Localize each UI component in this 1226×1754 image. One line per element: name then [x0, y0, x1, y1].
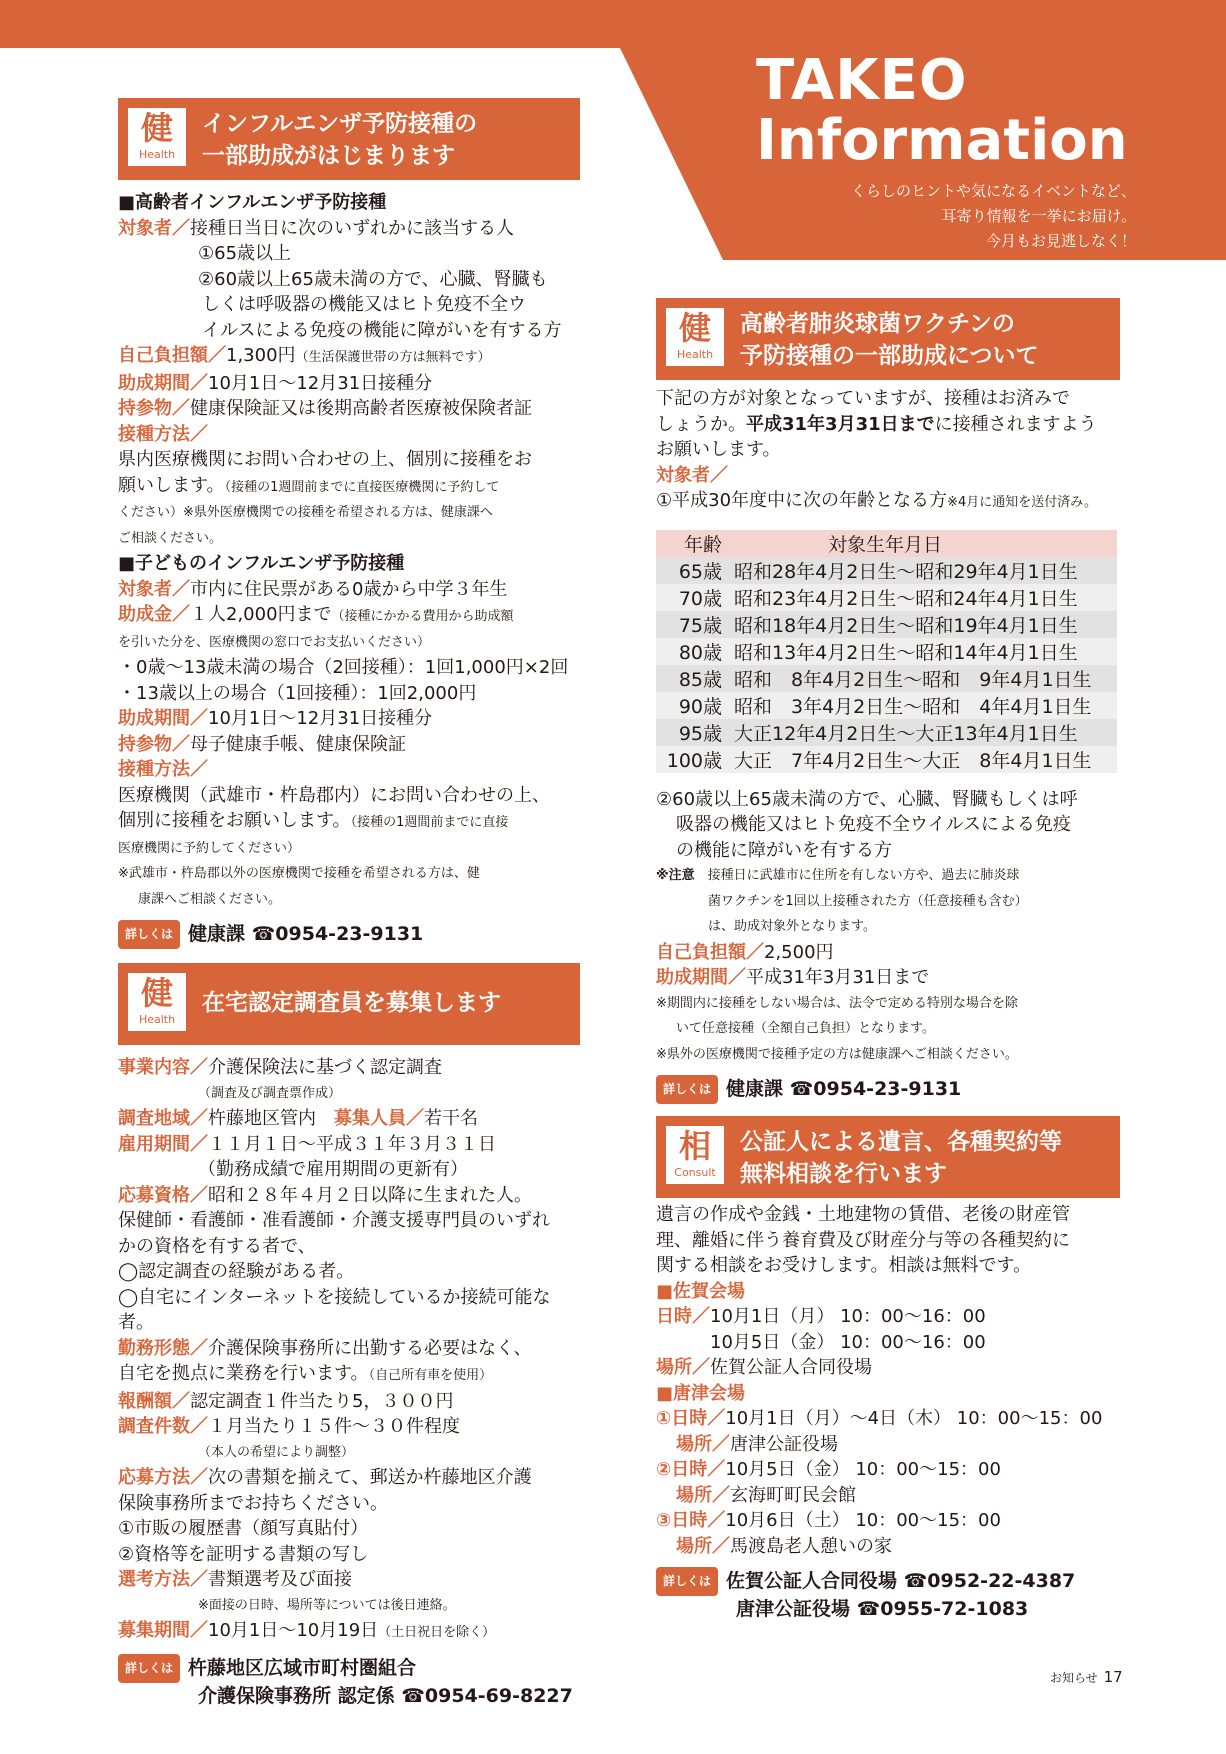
elderly-method-note: ご相談ください。	[118, 530, 223, 546]
pneumococcal-intro: 下記の方が対象となっていますが、接種はお済みで	[656, 388, 1070, 409]
job-area: 調査地域／杵藤地区管内 募集人員／若干名	[118, 1108, 478, 1129]
investigator-contact: 詳しくは 杵藤地区広域市町村圏組合 介護保険事務所 認定係 ☎0954-69-8227	[118, 1654, 580, 1710]
child-bring: 持参物／母子健康手帳、健康保険証	[118, 733, 406, 755]
elderly-option-2-cont: しくは呼吸器の機能又はヒト免疫不全ウ	[202, 294, 526, 315]
job-apply-text: 保険事務所までお持ちください。	[118, 1492, 388, 1514]
banner-tagline-3: 今月もお見逃しなく！	[985, 232, 1136, 250]
pneumococcal-note: ※期間内に接種をしない場合は、法令で定める特別な場合を除	[656, 995, 1018, 1011]
table-row: 90歳 昭和 3年4月2日生～昭和 4年4月1日生	[656, 692, 1117, 719]
elderly-method-text: 県内医療機関にお問い合わせの上、個別に接種をお	[118, 449, 532, 470]
pneumococcal-option-2-line: の機能に障がいを有する方	[676, 839, 892, 861]
karatsu-date-3: ③日時／10月6日（土） 10：00～15：00	[656, 1510, 1001, 1531]
child-target: 対象者／市内に住民票がある0歳から中学３年生	[118, 578, 508, 600]
karatsu-date-2: ②日時／10月5日（金） 10：00～15：00	[656, 1459, 1001, 1480]
job-term-note: （勤務成績で雇用期間の更新有）	[198, 1159, 468, 1180]
child-bullet-2: ・13歳以上の場合（1回接種）：1回2,000円	[118, 682, 477, 704]
child-heading: ■子どものインフルエンザ予防接種	[118, 553, 405, 574]
banner-tagline-1: くらしのヒントや気になるイベントなど、	[850, 182, 1136, 200]
caution-note: は、助成対象外となります。	[708, 919, 876, 934]
job-apply: 応募方法／次の書類を揃えて、郵送か杵藤地区介護	[118, 1467, 532, 1488]
influenza-title: インフルエンザ予防接種の 一部助成がはじまります	[202, 111, 478, 169]
job-qualification-text: かの資格を有する者で、	[118, 1235, 316, 1257]
investigator-header	[118, 963, 580, 1045]
job-qualification-text: 保健師・看護師・准看護師・介護支援専門員のいずれ	[118, 1210, 550, 1231]
page-footer: お知らせ 17	[1050, 1668, 1123, 1686]
job-qualification-text: ◯自宅にインターネットを接続しているか接続可能な者。	[118, 1286, 551, 1333]
notary-intro: 遺言の作成や金銭・土地建物の賃借、老後の財産管	[656, 1204, 1070, 1225]
elderly-method-text: 願いします。（接種の1週間前までに直接医療機関に予約して	[118, 474, 500, 496]
pneumococcal-option-1: ①平成30年度中に次の年齢となる方※4月に通知を送付済み。	[656, 490, 1097, 511]
banner-title-takeo: TAKEO	[756, 48, 968, 113]
notary-title: 公証人による遺言、各種契約等 無料相談を行います	[740, 1129, 1062, 1187]
table-row: 65歳 昭和28年4月2日生～昭和29年4月1日生	[656, 557, 1117, 584]
saga-date: 日時／10月1日（月） 10：00～16：00	[656, 1306, 986, 1327]
health-icon: 健 Health	[666, 308, 724, 366]
notary-intro: 理、離婚に伴う養育費及び財産分与等の各種契約に	[656, 1229, 1070, 1251]
pneumococcal-cost: 自己負担額／2,500円	[656, 941, 834, 963]
child-bullet-1: ・0歳～13歳未満の場合（2回接種）：1回1,000円×2回	[118, 657, 569, 678]
job-content-note: （調査及び調査票作成）	[198, 1085, 342, 1101]
karatsu-date-1: ①日時／10月1日（月）～4日（木） 10：00～15：00	[656, 1408, 1103, 1429]
pneumococcal-option-2-line: ②60歳以上65歳未満の方で、心臓、腎臓もしくは呼	[656, 788, 1078, 810]
job-qualification-text: ◯認定調査の経験がある者。	[118, 1261, 355, 1282]
karatsu-place-1: 場所／唐津公証役場	[676, 1433, 838, 1455]
influenza-contact: 詳しくは 健康課 ☎0954-23-9131	[118, 920, 580, 949]
child-method-text: 医療機関（武雄市・杵島郡内）にお問い合わせの上、	[118, 784, 550, 806]
notary-body	[656, 1202, 1120, 1623]
pneumococcal-body	[656, 386, 1120, 1104]
elderly-method-note: ください）※県外医療機関での接種を希望される方は、健康課へ	[118, 505, 493, 520]
job-recruit-period: 募集期間／10月1日～10月19日（土日祝日を除く）	[118, 1620, 496, 1641]
job-count-note: （本人の希望により調整）	[198, 1444, 355, 1460]
job-selection: 選考方法／書類選考及び面接	[118, 1569, 352, 1590]
details-tag: 詳しくは	[118, 1654, 180, 1683]
job-qualification: 応募資格／昭和２８年４月２日以降に生まれた人。	[118, 1184, 532, 1206]
job-selection-note: ※面接の日時、場所等については後日連絡。	[198, 1597, 456, 1613]
elderly-option-1: ①65歳以上	[198, 243, 292, 264]
job-term: 雇用期間／１１月１日～平成３１年３月３１日	[118, 1133, 496, 1155]
job-apply-text: ①市販の履歴書（顔写真貼付）	[118, 1518, 369, 1539]
table-row: 95歳 大正12年4月2日生～大正13年4月1日生	[656, 719, 1117, 746]
details-tag: 詳しくは	[656, 1567, 718, 1596]
health-icon: 健 Health	[128, 108, 186, 166]
table-row: 85歳 昭和 8年4月2日生～昭和 9年4月1日生	[656, 665, 1117, 692]
elderly-period: 助成期間／10月1日～12月31日接種分	[118, 372, 433, 394]
karatsu-place-2: 場所／玄海町町民会館	[676, 1484, 856, 1506]
karatsu-place-3: 場所／馬渡島老人憩いの家	[676, 1535, 892, 1557]
job-work-style: 勤務形態／介護保険事務所に出勤する必要はなく、	[118, 1337, 532, 1359]
page-number: 17	[1103, 1668, 1123, 1686]
elderly-option-2-cont: イルスによる免疫の機能に障がいを有する方	[202, 319, 562, 341]
table-row: 70歳 昭和23年4月2日生～昭和24年4月1日生	[656, 584, 1117, 611]
child-method-note: 医療機関に予約してください）	[118, 840, 301, 856]
left-column	[118, 98, 580, 1710]
job-content: 事業内容／介護保険法に基づく認定調査	[118, 1057, 442, 1078]
job-pay: 報酬額／認定調査１件当たり5，３００円	[118, 1390, 454, 1412]
table-row: 100歳 大正 7年4月2日生～大正 8年4月1日生	[656, 746, 1117, 773]
age-table-header: 年齢 対象生年月日	[656, 530, 1117, 557]
right-column	[656, 298, 1120, 1623]
saga-date: 10月5日（金） 10：00～16：00	[710, 1331, 986, 1353]
karatsu-venue-heading: ■唐津会場	[656, 1382, 746, 1404]
influenza-body	[118, 190, 580, 949]
banner-tagline-2: 耳寄り情報を一挙にお届け。	[941, 207, 1136, 225]
pneumococcal-option-2	[656, 787, 1120, 864]
pneumococcal-contact: 詳しくは 健康課 ☎0954-23-9131	[656, 1075, 1120, 1104]
saga-place: 場所／佐賀公証人合同役場	[656, 1357, 872, 1378]
investigator-title: 在宅認定調査員を募集します	[202, 990, 501, 1016]
age-table	[656, 530, 1117, 773]
job-count: 調査件数／１月当たり１５件～３０件程度	[118, 1416, 460, 1437]
pneumococcal-note: いて任意接種（全額自己負担）となります。	[676, 1021, 935, 1036]
table-row: 75歳 昭和18年4月2日生～昭和19年4月1日生	[656, 611, 1117, 638]
influenza-header	[118, 98, 580, 180]
pneumococcal-title: 高齢者肺炎球菌ワクチンの 予防接種の一部助成について	[740, 311, 1039, 369]
caution-note: ※注意 接種日に武雄市に住所を有しない方や、過去に肺炎球	[656, 868, 1020, 883]
job-apply-text: ②資格等を証明する書類の写し	[118, 1543, 369, 1565]
notary-intro: 関する相談をお受けします。相談は無料です。	[656, 1255, 1032, 1276]
child-grant: 助成金／１人2,000円まで（接種にかかる費用から助成額	[118, 604, 514, 625]
pneumococcal-intro: お願いします。	[656, 439, 781, 460]
elderly-bring: 持参物／健康保険証又は後期高齢者医療被保険者証	[118, 398, 532, 419]
details-tag: 詳しくは	[656, 1075, 718, 1104]
child-note: 康課へご相談ください。	[138, 891, 282, 907]
pneumococcal-intro: しょうか。平成31年3月31日までに接種されますよう	[656, 413, 1097, 435]
elderly-heading: ■高齢者インフルエンザ予防接種	[118, 192, 387, 213]
elderly-target: 対象者／接種日当日に次のいずれかに該当する人	[118, 217, 514, 239]
child-method-label: 接種方法／	[118, 759, 208, 780]
banner-title-information: Information	[756, 108, 1128, 173]
caution-note: 菌ワクチンを1回以上接種された方（任意接種も含む）	[708, 893, 1028, 909]
elderly-method-label: 接種方法／	[118, 423, 208, 445]
pneumococcal-note: ※県外の医療機関で接種予定の方は健康課へご相談ください。	[656, 1046, 1018, 1062]
elderly-cost: 自己負担額／1,300円（生活保護世帯の方は無料です）	[118, 345, 491, 366]
child-note: ※武雄市・杵島郡以外の医療機関で接種を希望される方は、健	[118, 866, 480, 881]
pneumococcal-period: 助成期間／平成31年3月31日まで	[656, 967, 930, 988]
pneumococcal-target-label: 対象者／	[656, 464, 728, 486]
consult-icon: 相 Consult	[666, 1126, 724, 1184]
notary-contact: 詳しくは 佐賀公証人合同役場 ☎0952-22-4387 唐津公証役場 ☎0955-72-1083	[656, 1567, 1120, 1623]
top-color-band	[0, 0, 1226, 48]
investigator-body	[118, 1055, 580, 1710]
pneumococcal-option-2-line: 吸器の機能又はヒト免疫不全ウイルスによる免疫	[676, 814, 1071, 835]
saga-venue-heading: ■佐賀会場	[656, 1280, 746, 1302]
notary-header	[656, 1116, 1120, 1198]
table-row: 80歳 昭和13年4月2日生～昭和14年4月1日生	[656, 638, 1117, 665]
child-period: 助成期間／10月1日～12月31日接種分	[118, 708, 433, 729]
job-work-style-text: 自宅を拠点に業務を行います。（自己所有車を使用）	[118, 1363, 493, 1384]
details-tag: 詳しくは	[118, 920, 180, 949]
elderly-option-2: ②60歳以上65歳未満の方で、心臓、腎臓も	[198, 268, 548, 290]
pneumococcal-header	[656, 298, 1120, 380]
child-grant-note: を引いた分を、医療機関の窓口でお支払いください）	[118, 634, 431, 650]
health-icon: 健 Health	[128, 973, 186, 1031]
child-method-text: 個別に接種をお願いします。（接種の1週間前までに直接	[118, 810, 509, 831]
